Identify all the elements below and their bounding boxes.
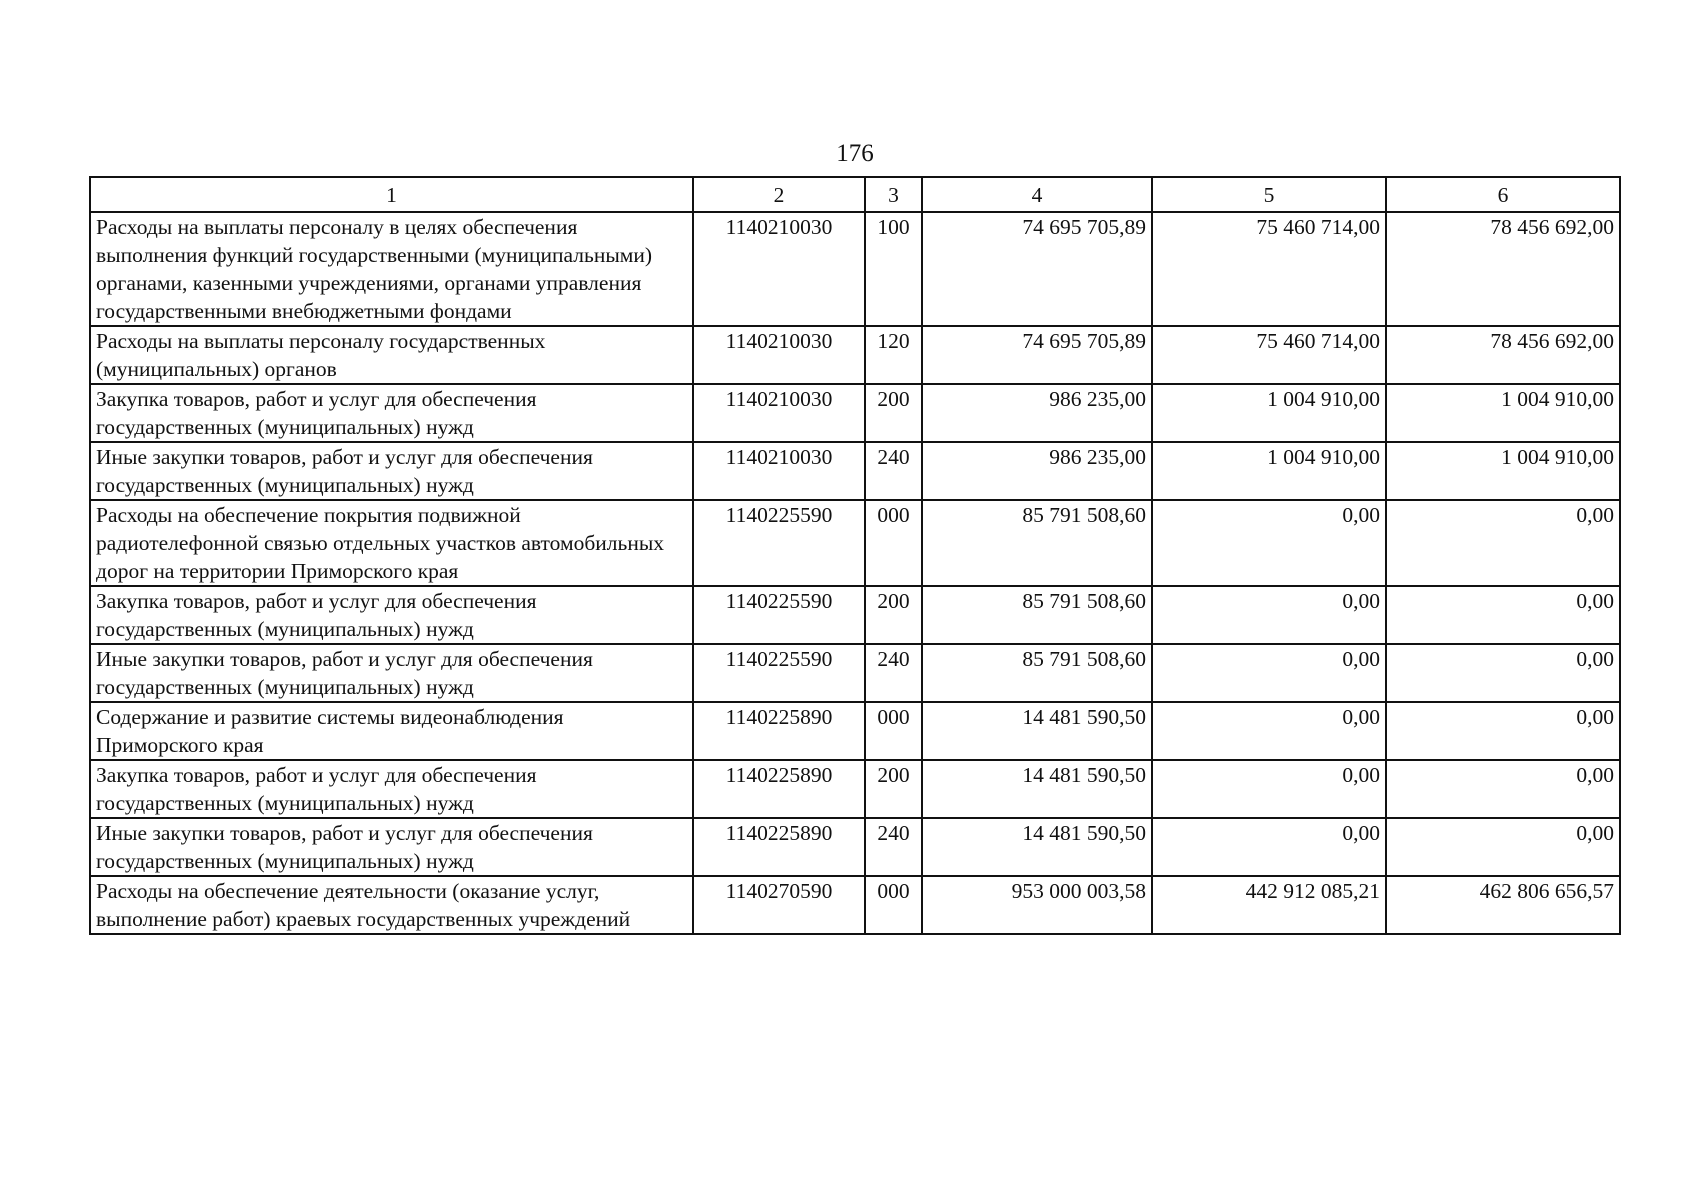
table-row	[90, 702, 1620, 760]
amount-cell-col4: 85 791 508,60	[922, 500, 1152, 586]
amount-cell-col6: 0,00	[1386, 500, 1620, 586]
column-header: 1	[90, 177, 693, 212]
table-row	[90, 212, 1620, 326]
expense-type-cell: 000	[865, 702, 922, 760]
amount-cell-col4: 74 695 705,89	[922, 212, 1152, 326]
amount-cell-col4: 986 235,00	[922, 384, 1152, 442]
column-header: 6	[1386, 177, 1620, 212]
amount-cell-col6: 0,00	[1386, 702, 1620, 760]
expense-type-cell: 200	[865, 384, 922, 442]
table-row	[90, 644, 1620, 702]
amount-cell-col5: 75 460 714,00	[1152, 212, 1386, 326]
amount-cell-col6: 78 456 692,00	[1386, 212, 1620, 326]
amount-cell-col6: 0,00	[1386, 644, 1620, 702]
amount-cell-col6: 0,00	[1386, 760, 1620, 818]
amount-cell-col4: 85 791 508,60	[922, 644, 1152, 702]
column-header: 5	[1152, 177, 1386, 212]
table-row	[90, 326, 1620, 384]
column-header: 3	[865, 177, 922, 212]
row-name-cell: Закупка товаров, работ и услуг для обеспечения государственных (муниципальных) нужд	[90, 586, 693, 644]
amount-cell-col6: 0,00	[1386, 586, 1620, 644]
amount-cell-col4: 953 000 003,58	[922, 876, 1152, 934]
expense-type-cell: 240	[865, 644, 922, 702]
amount-cell-col4: 986 235,00	[922, 442, 1152, 500]
amount-cell-col4: 74 695 705,89	[922, 326, 1152, 384]
amount-cell-col6: 78 456 692,00	[1386, 326, 1620, 384]
amount-cell-col5: 0,00	[1152, 702, 1386, 760]
target-code-cell: 1140210030	[693, 384, 865, 442]
amount-cell-col6: 1 004 910,00	[1386, 442, 1620, 500]
table-row	[90, 442, 1620, 500]
amount-cell-col5: 0,00	[1152, 500, 1386, 586]
expense-type-cell: 200	[865, 586, 922, 644]
amount-cell-col4: 14 481 590,50	[922, 760, 1152, 818]
amount-cell-col6: 462 806 656,57	[1386, 876, 1620, 934]
row-name-cell: Содержание и развитие системы видеонаблюдения Приморского края	[90, 702, 693, 760]
amount-cell-col5: 1 004 910,00	[1152, 384, 1386, 442]
table-body	[90, 212, 1620, 934]
amount-cell-col5: 0,00	[1152, 586, 1386, 644]
expense-type-cell: 000	[865, 876, 922, 934]
amount-cell-col4: 14 481 590,50	[922, 818, 1152, 876]
target-code-cell: 1140210030	[693, 442, 865, 500]
row-name-cell: Расходы на выплаты персоналу государственных (муниципальных) органов	[90, 326, 693, 384]
budget-table	[89, 176, 1621, 935]
target-code-cell: 1140225590	[693, 500, 865, 586]
table-row	[90, 586, 1620, 644]
row-name-cell: Расходы на выплаты персоналу в целях обеспечения выполнения функций государственными (муниципальными) органами, казенными учреждениями, органами управления государственными внебюджетными фондами	[90, 212, 693, 326]
page-number: 176	[836, 140, 874, 167]
row-name-cell: Расходы на обеспечение покрытия подвижной радиотелефонной связью отдельных участков автомобильных дорог на территории Приморского края	[90, 500, 693, 586]
table-header-row	[90, 177, 1620, 212]
amount-cell-col5: 0,00	[1152, 818, 1386, 876]
table-row	[90, 818, 1620, 876]
amount-cell-col5: 1 004 910,00	[1152, 442, 1386, 500]
row-name-cell: Закупка товаров, работ и услуг для обеспечения государственных (муниципальных) нужд	[90, 384, 693, 442]
row-name-cell: Иные закупки товаров, работ и услуг для обеспечения государственных (муниципальных) нужд	[90, 818, 693, 876]
row-name-cell: Закупка товаров, работ и услуг для обеспечения государственных (муниципальных) нужд	[90, 760, 693, 818]
expense-type-cell: 200	[865, 760, 922, 818]
amount-cell-col5: 0,00	[1152, 760, 1386, 818]
column-header: 2	[693, 177, 865, 212]
target-code-cell: 1140225890	[693, 760, 865, 818]
target-code-cell: 1140225590	[693, 644, 865, 702]
table-row	[90, 500, 1620, 586]
amount-cell-col6: 1 004 910,00	[1386, 384, 1620, 442]
target-code-cell: 1140270590	[693, 876, 865, 934]
amount-cell-col4: 85 791 508,60	[922, 586, 1152, 644]
row-name-cell: Расходы на обеспечение деятельности (оказание услуг, выполнение работ) краевых государственных учреждений	[90, 876, 693, 934]
expense-type-cell: 000	[865, 500, 922, 586]
amount-cell-col5: 442 912 085,21	[1152, 876, 1386, 934]
expense-type-cell: 100	[865, 212, 922, 326]
expense-type-cell: 120	[865, 326, 922, 384]
table-row	[90, 760, 1620, 818]
row-name-cell: Иные закупки товаров, работ и услуг для обеспечения государственных (муниципальных) нужд	[90, 644, 693, 702]
expense-type-cell: 240	[865, 442, 922, 500]
amount-cell-col5: 75 460 714,00	[1152, 326, 1386, 384]
target-code-cell: 1140210030	[693, 326, 865, 384]
target-code-cell: 1140225890	[693, 818, 865, 876]
amount-cell-col4: 14 481 590,50	[922, 702, 1152, 760]
table-row	[90, 876, 1620, 934]
amount-cell-col6: 0,00	[1386, 818, 1620, 876]
amount-cell-col5: 0,00	[1152, 644, 1386, 702]
expense-type-cell: 240	[865, 818, 922, 876]
target-code-cell: 1140225590	[693, 586, 865, 644]
column-header: 4	[922, 177, 1152, 212]
target-code-cell: 1140210030	[693, 212, 865, 326]
row-name-cell: Иные закупки товаров, работ и услуг для обеспечения государственных (муниципальных) нужд	[90, 442, 693, 500]
target-code-cell: 1140225890	[693, 702, 865, 760]
table-row	[90, 384, 1620, 442]
